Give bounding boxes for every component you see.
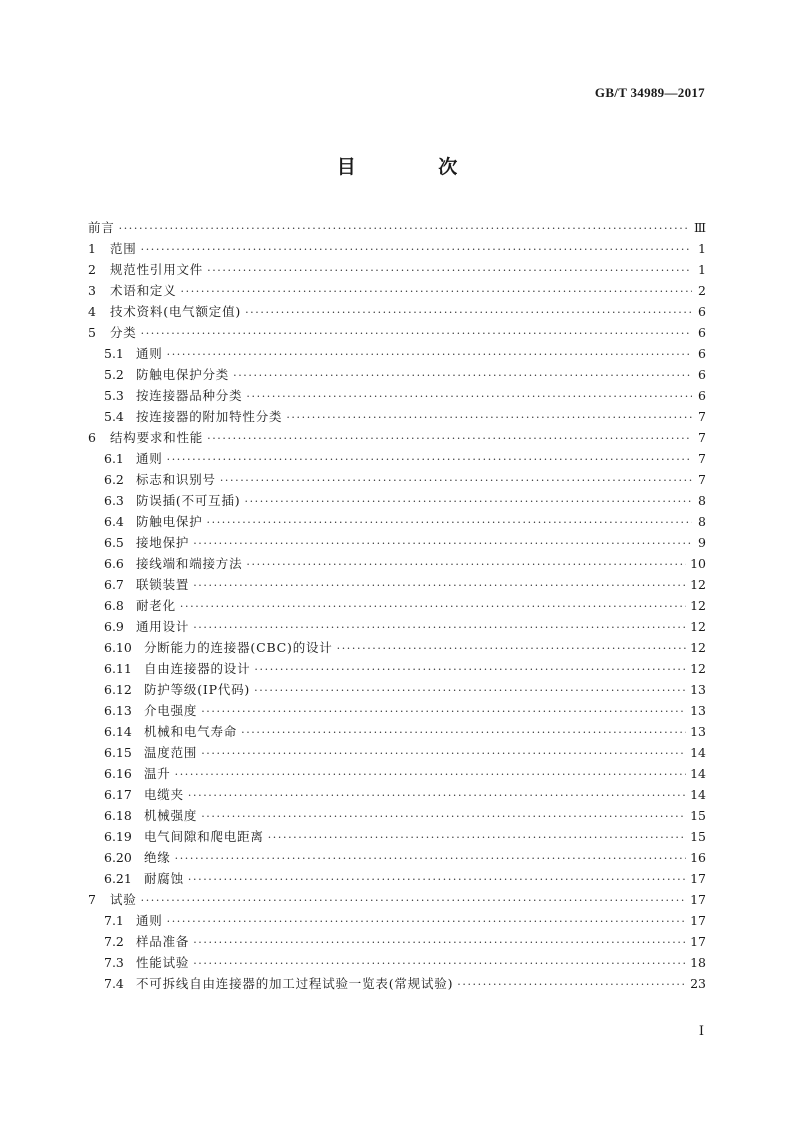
- toc-entry-page: 17: [690, 934, 706, 949]
- toc-entry-page: 12: [690, 619, 706, 634]
- toc-entry-number: 6.3: [104, 493, 124, 508]
- toc-entry-title: 按连接器的附加特性分类: [136, 409, 283, 424]
- toc-entry-page: 12: [690, 640, 706, 655]
- toc-entry-number: 6.1: [104, 451, 124, 466]
- toc-dot-leader: [193, 533, 692, 554]
- toc-entry-title: 耐腐蚀: [144, 871, 184, 886]
- toc-entry-number: 6.8: [104, 598, 124, 613]
- toc-entry-page: 14: [690, 787, 706, 802]
- toc-entry-number: 5.1: [104, 346, 124, 361]
- toc-dot-leader: [141, 323, 692, 344]
- toc-entry-page: 13: [690, 682, 706, 697]
- toc-entry[interactable]: [88, 385, 706, 406]
- toc-entry-number: 6.2: [104, 472, 124, 487]
- toc-entry-page: Ⅲ: [693, 220, 706, 235]
- toc-entry-title: 联锁装置: [136, 577, 190, 592]
- toc-entry[interactable]: [88, 616, 706, 637]
- toc-entry[interactable]: [88, 847, 706, 868]
- toc-entry-number: 6.16: [104, 766, 132, 781]
- toc-entry-title: 不可拆线自由连接器的加工过程试验一览表(常规试验): [136, 976, 454, 991]
- toc-dot-leader: [207, 428, 692, 449]
- toc-dot-leader: [254, 680, 686, 701]
- page-title: 目 次: [336, 156, 496, 178]
- toc-entry-page: 10: [690, 556, 706, 571]
- toc-entry[interactable]: [88, 427, 706, 448]
- toc-entry-page: 1: [698, 241, 706, 256]
- toc-entry-number: 1: [88, 241, 96, 256]
- toc-entry-title: 耐老化: [136, 598, 176, 613]
- toc-entry-title: 自由连接器的设计: [144, 661, 251, 676]
- toc-entry[interactable]: [88, 217, 706, 238]
- toc-entry[interactable]: [88, 301, 706, 322]
- toc-entry-title: 结构要求和性能: [110, 430, 204, 445]
- toc-entry-page: 23: [690, 976, 706, 991]
- toc-dot-leader: [141, 239, 692, 260]
- toc-entry-page: 18: [690, 955, 706, 970]
- standard-code: GB/T 34989—2017: [594, 85, 705, 100]
- toc-dot-leader: [181, 281, 692, 302]
- toc-dot-leader: [167, 344, 692, 365]
- toc-entry-title: 技术资料(电气额定值): [110, 304, 242, 319]
- toc-entry-number: 7: [88, 892, 96, 907]
- toc-entry-page: 13: [690, 703, 706, 718]
- toc-entry[interactable]: [88, 763, 706, 784]
- toc-dot-leader: [167, 449, 692, 470]
- toc-entry-number: 6.9: [104, 619, 124, 634]
- toc-entry[interactable]: [88, 784, 706, 805]
- toc-entry-title: 标志和识别号: [136, 472, 216, 487]
- toc-dot-leader: [175, 764, 686, 785]
- toc-entry-page: 16: [690, 850, 706, 865]
- toc-entry-title: 性能试验: [136, 955, 190, 970]
- toc-entry-page: 13: [690, 724, 706, 739]
- toc-entry-number: 2: [88, 262, 96, 277]
- toc-entry[interactable]: [88, 406, 706, 427]
- toc-entry-page: 12: [690, 577, 706, 592]
- toc-entry-number: 6.10: [104, 640, 132, 655]
- page-number: I: [698, 1024, 704, 1039]
- toc-dot-leader: [188, 785, 686, 806]
- toc-entry[interactable]: [88, 742, 706, 763]
- toc-dot-leader: [141, 890, 686, 911]
- toc-dot-leader: [201, 806, 686, 827]
- toc-entry-page: 14: [690, 766, 706, 781]
- toc-entry[interactable]: [88, 259, 706, 280]
- toc-entry-page: 1: [698, 262, 706, 277]
- toc-dot-leader: [201, 701, 686, 722]
- toc-entry-number: 6.14: [104, 724, 132, 739]
- toc-entry-number: 7.3: [104, 955, 124, 970]
- toc-entry[interactable]: [88, 280, 706, 301]
- toc-entry-number: 6.11: [104, 661, 132, 676]
- toc-entry[interactable]: [88, 532, 706, 553]
- toc-entry[interactable]: [88, 574, 706, 595]
- toc-entry-page: 6: [698, 346, 706, 361]
- toc-entry[interactable]: [88, 448, 706, 469]
- toc-entry-number: 6.12: [104, 682, 132, 697]
- toc-entry-page: 6: [698, 304, 706, 319]
- toc-entry-title: 防护等级(IP代码): [144, 682, 251, 697]
- toc-entry-page: 8: [698, 514, 706, 529]
- toc-dot-leader: [241, 722, 686, 743]
- toc-entry-number: 4: [88, 304, 96, 319]
- toc-dot-leader: [207, 512, 692, 533]
- toc-entry-title: 通则: [136, 913, 163, 928]
- toc-entry-title: 通用设计: [136, 619, 190, 634]
- toc-dot-leader: [245, 302, 692, 323]
- toc-dot-leader: [180, 596, 686, 617]
- toc-entry[interactable]: [88, 868, 706, 889]
- toc-entry-page: 8: [698, 493, 706, 508]
- toc-entry-number: 6.20: [104, 850, 132, 865]
- toc-dot-leader: [167, 911, 686, 932]
- toc-dot-leader: [193, 617, 686, 638]
- toc-entry-number: 7.1: [104, 913, 124, 928]
- toc-entry-page: 17: [690, 913, 706, 928]
- toc-entry-title: 接线端和端接方法: [136, 556, 243, 571]
- toc-entry-title: 试验: [110, 892, 137, 907]
- toc-entry-page: 12: [690, 661, 706, 676]
- toc-entry[interactable]: [88, 637, 706, 658]
- toc-dot-leader: [233, 365, 692, 386]
- toc-dot-leader: [201, 743, 686, 764]
- toc-dot-leader: [246, 386, 692, 407]
- toc-entry-number: 6.7: [104, 577, 124, 592]
- toc-entry-page: 15: [690, 808, 706, 823]
- toc-entry-page: 15: [690, 829, 706, 844]
- toc-dot-leader: [337, 638, 686, 659]
- toc-entry-number: 6.13: [104, 703, 132, 718]
- toc-entry-title: 前言: [88, 220, 115, 235]
- toc-dot-leader: [207, 260, 692, 281]
- toc-entry-page: 9: [698, 535, 706, 550]
- toc-entry-page: 7: [698, 430, 706, 445]
- toc-entry[interactable]: [88, 826, 706, 847]
- toc-entry[interactable]: [88, 973, 706, 994]
- toc-entry-title: 范围: [110, 241, 137, 256]
- toc-entry[interactable]: [88, 490, 706, 511]
- toc-entry-page: 7: [698, 409, 706, 424]
- toc-entry-page: 12: [690, 598, 706, 613]
- toc-entry-number: 6.4: [104, 514, 124, 529]
- toc-entry-number: 6.5: [104, 535, 124, 550]
- toc-entry-title: 通则: [136, 346, 163, 361]
- toc-dot-leader: [193, 932, 686, 953]
- toc-entry-page: 7: [698, 472, 706, 487]
- toc-entry-page: 17: [690, 892, 706, 907]
- toc-dot-leader: [193, 953, 686, 974]
- toc-entry-title: 规范性引用文件: [110, 262, 204, 277]
- toc-entry[interactable]: [88, 679, 706, 700]
- toc-entry[interactable]: [88, 322, 706, 343]
- toc-entry[interactable]: [88, 700, 706, 721]
- toc-entry-number: 6.17: [104, 787, 132, 802]
- toc-entry-title: 绝缘: [144, 850, 171, 865]
- toc-entry-number: 6.18: [104, 808, 132, 823]
- toc-entry-number: 6.19: [104, 829, 132, 844]
- toc-entry-page: 17: [690, 871, 706, 886]
- toc-entry-page: 6: [698, 325, 706, 340]
- toc-dot-leader: [244, 491, 692, 512]
- toc-entry[interactable]: [88, 595, 706, 616]
- toc-entry[interactable]: [88, 658, 706, 679]
- toc-entry-number: 6: [88, 430, 96, 445]
- toc-entry[interactable]: [88, 511, 706, 532]
- toc-entry[interactable]: [88, 364, 706, 385]
- toc-entry-number: 3: [88, 283, 96, 298]
- toc-entry-title: 按连接器品种分类: [136, 388, 243, 403]
- toc-dot-leader: [246, 554, 686, 575]
- toc-entry[interactable]: [88, 721, 706, 742]
- toc-entry-page: 14: [690, 745, 706, 760]
- toc-entry-title: 电气间隙和爬电距离: [144, 829, 264, 844]
- toc-entry-number: 5.2: [104, 367, 124, 382]
- toc-entry-page: 2: [698, 283, 706, 298]
- toc-entry-title: 术语和定义: [110, 283, 177, 298]
- toc-entry-title: 分类: [110, 325, 137, 340]
- toc-entry-page: 6: [698, 367, 706, 382]
- toc-dot-leader: [175, 848, 686, 869]
- toc-entry-title: 防触电保护: [136, 514, 203, 529]
- toc-entry-title: 介电强度: [144, 703, 198, 718]
- toc-entry-title: 机械强度: [144, 808, 198, 823]
- table-of-contents: [88, 217, 706, 994]
- toc-entry-title: 温升: [144, 766, 171, 781]
- toc-entry-number: 5.3: [104, 388, 124, 403]
- toc-entry[interactable]: [88, 343, 706, 364]
- toc-entry-number: 7.2: [104, 934, 124, 949]
- toc-dot-leader: [193, 575, 686, 596]
- toc-entry[interactable]: [88, 889, 706, 910]
- toc-entry-title: 防误插(不可互插): [136, 493, 241, 508]
- toc-entry-title: 防触电保护分类: [136, 367, 230, 382]
- toc-dot-leader: [188, 869, 686, 890]
- toc-entry[interactable]: [88, 805, 706, 826]
- toc-entry-number: 6.15: [104, 745, 132, 760]
- toc-entry-title: 电缆夹: [144, 787, 184, 802]
- toc-dot-leader: [268, 827, 686, 848]
- toc-entry-number: 5: [88, 325, 96, 340]
- toc-entry-title: 分断能力的连接器(CBC)的设计: [144, 640, 333, 655]
- toc-dot-leader: [119, 218, 690, 239]
- toc-entry-title: 温度范围: [144, 745, 198, 760]
- toc-entry-title: 通则: [136, 451, 163, 466]
- toc-entry-title: 样品准备: [136, 934, 190, 949]
- toc-dot-leader: [220, 470, 692, 491]
- toc-entry[interactable]: [88, 910, 706, 931]
- toc-entry-number: 6.21: [104, 871, 132, 886]
- toc-entry-title: 机械和电气寿命: [144, 724, 238, 739]
- toc-entry[interactable]: [88, 553, 706, 574]
- toc-dot-leader: [254, 659, 686, 680]
- toc-entry[interactable]: [88, 931, 706, 952]
- toc-entry-number: 5.4: [104, 409, 124, 424]
- toc-entry[interactable]: [88, 469, 706, 490]
- toc-dot-leader: [286, 407, 692, 428]
- toc-entry-number: 6.6: [104, 556, 124, 571]
- toc-entry-number: 7.4: [104, 976, 124, 991]
- toc-entry[interactable]: [88, 952, 706, 973]
- toc-entry-page: 6: [698, 388, 706, 403]
- toc-dot-leader: [457, 974, 686, 995]
- toc-entry-title: 接地保护: [136, 535, 190, 550]
- toc-entry[interactable]: [88, 238, 706, 259]
- toc-entry-page: 7: [698, 451, 706, 466]
